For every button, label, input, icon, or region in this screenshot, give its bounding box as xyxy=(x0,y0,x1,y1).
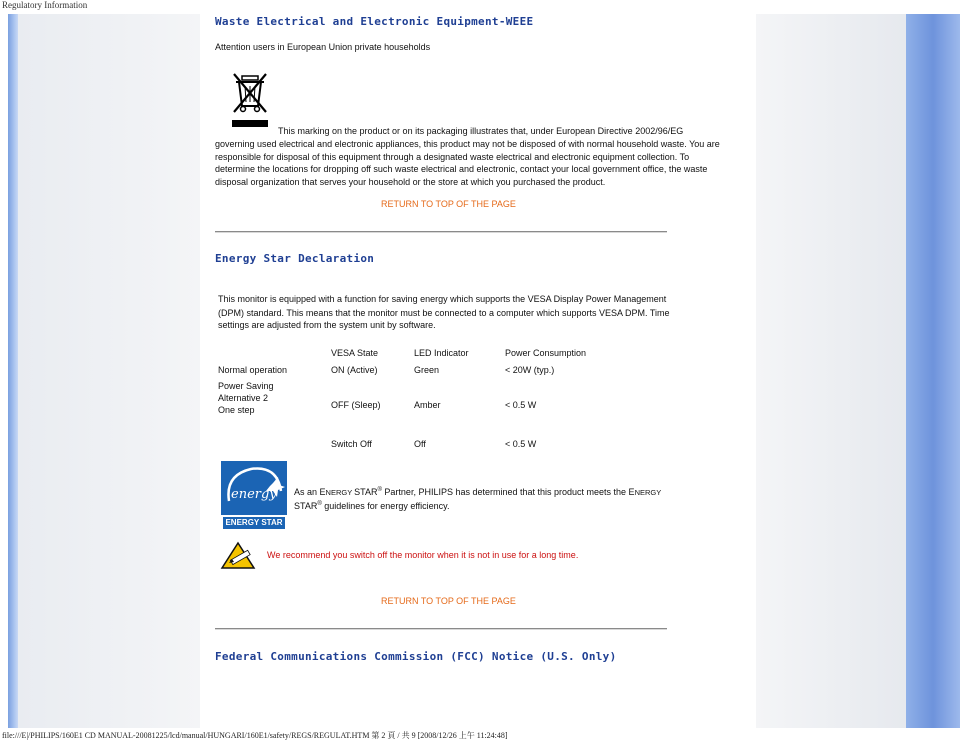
section-divider xyxy=(215,231,667,233)
energy-intro-line: This monitor is equipped with a function for saving energy which supports the VESA Display Power Management xyxy=(218,294,667,304)
energy-intro-line: (DPM) standard. This means that the monitor must be connected to a computer which supports VESA DPM. Time xyxy=(218,308,670,318)
energy-star-logo xyxy=(221,461,287,531)
recommend-text: We recommend you switch off the monitor when it is not in use for a long time. xyxy=(267,550,579,560)
table-cell-led: Off xyxy=(414,439,426,449)
fcc-heading: Federal Communications Commission (FCC) Notice (U.S. Only) xyxy=(215,650,617,663)
left-margin xyxy=(18,14,200,728)
table-cell-power: < 0.5 W xyxy=(505,400,537,410)
table-cell-mode: Alternative 2 xyxy=(218,393,269,403)
table-cell-state: Switch Off xyxy=(331,439,372,449)
table-cell-state: ON (Active) xyxy=(331,365,378,375)
table-header: VESA State xyxy=(331,348,379,358)
left-decor-band xyxy=(8,14,18,728)
weee-attention: Attention users in European Union private households xyxy=(215,42,431,52)
table-cell-state: OFF (Sleep) xyxy=(331,400,381,410)
weee-heading: Waste Electrical and Electronic Equipment-WEEE xyxy=(215,15,534,28)
return-to-top-link[interactable]: RETURN TO TOP OF THE PAGE xyxy=(381,199,516,209)
section-divider xyxy=(215,628,667,630)
weee-para-line: responsible for disposal of this equipment through a designated waste electrical and electronic equipment collection. To xyxy=(215,151,690,162)
weee-para-line: governing used electrical and electronic appliances, this product may not be disposed of with normal household waste. You are xyxy=(215,139,720,149)
window-title: Regulatory Information xyxy=(2,0,88,10)
crossed-bin-icon xyxy=(230,70,270,130)
energy-heading: Energy Star Declaration xyxy=(215,252,375,265)
weee-para-line: determine the locations for dropping off such waste electrical and electronic, contact your local government office, the waste xyxy=(215,164,708,174)
page-content xyxy=(200,14,756,728)
table-cell-power: < 0.5 W xyxy=(505,439,537,449)
table-cell-mode: Normal operation xyxy=(218,365,288,375)
energy-intro-line: settings are adjusted from the system unit by software. xyxy=(218,320,436,330)
right-margin xyxy=(756,14,906,728)
return-to-top-link[interactable]: RETURN TO TOP OF THE PAGE xyxy=(381,596,516,606)
footer-file-path: file:///E|/PHILIPS/160E1 CD MANUAL-20081225/lcd/manual/HUNGARI/160E1/safety/REGS/REGULAT.HTM 第 2 頁 / 共 9 [2008/12/26 上午 11:24:48] xyxy=(2,731,508,740)
weee-para-first: This marking on the product or on its packaging illustrates that, under European Directive 2002/96/EG xyxy=(278,126,684,136)
table-cell-mode: Power Saving xyxy=(218,381,274,391)
energy-star-logo-label: ENERGY STAR xyxy=(223,517,285,529)
table-header: Power Consumption xyxy=(505,348,587,358)
energy-partner-line2: STAR® guidelines for energy efficiency. xyxy=(294,501,450,511)
weee-para-line: disposal organization that serves your household or the store at which you purchased the product. xyxy=(215,176,606,187)
energy-partner-line1: As an ENERGY STAR® Partner, PHILIPS has determined that this product meets the ENERGY xyxy=(294,487,662,497)
right-decor-band xyxy=(906,14,960,728)
table-header: LED Indicator xyxy=(414,348,469,358)
note-icon xyxy=(220,541,256,571)
table-cell-led: Amber xyxy=(414,400,441,410)
table-cell-mode: One step xyxy=(218,405,255,415)
table-cell-power: < 20W (typ.) xyxy=(505,365,555,375)
table-cell-led: Green xyxy=(414,365,440,375)
svg-text:energy: energy xyxy=(231,487,277,502)
